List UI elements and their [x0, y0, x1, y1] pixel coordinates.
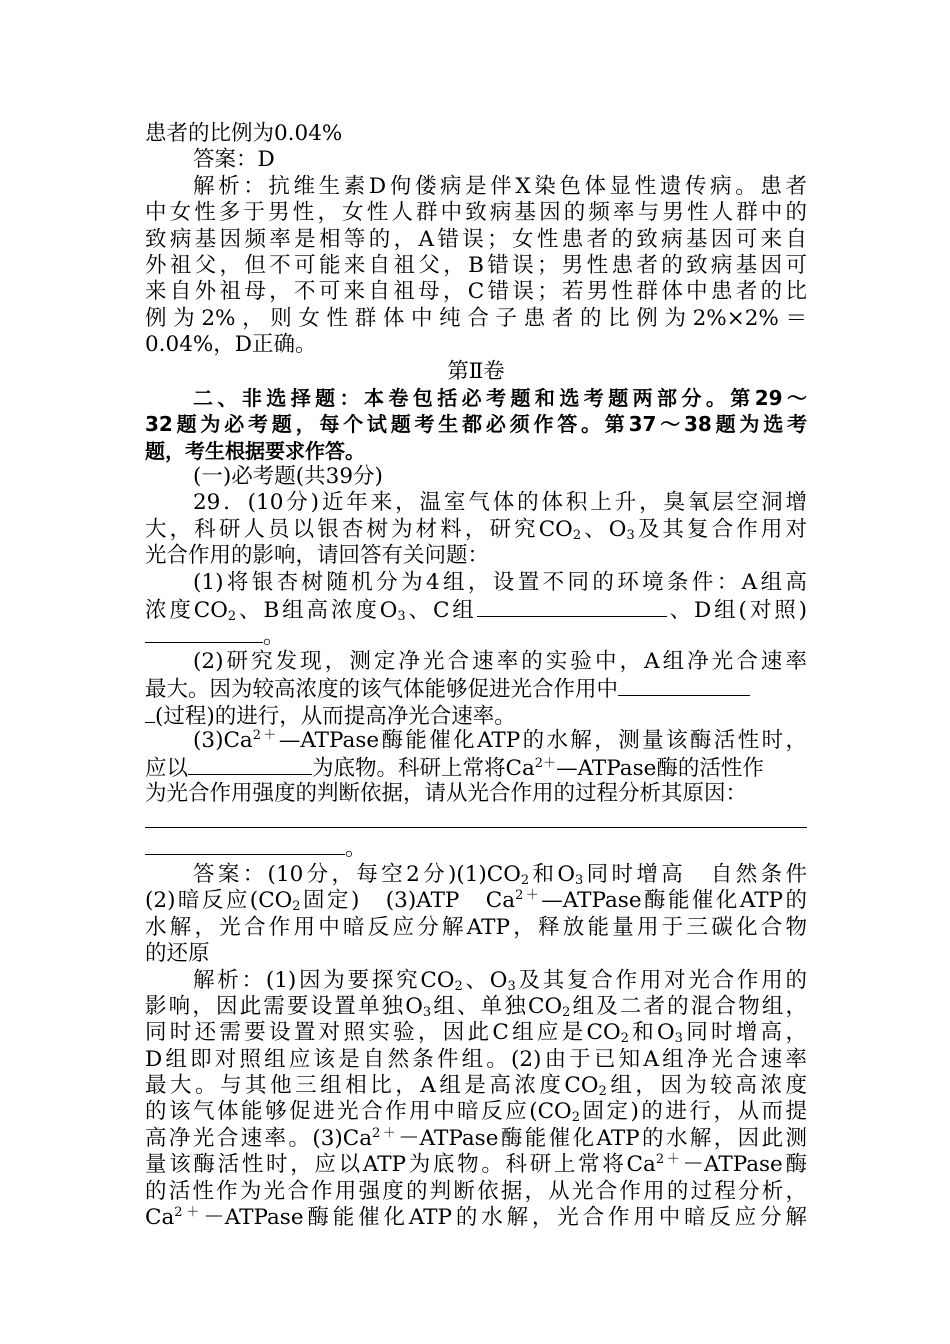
- prev-analysis-line: 0.04%，D正确。: [145, 332, 317, 358]
- q29-part2-line: (过程)的进行，从而提高净光合速率。: [145, 702, 807, 728]
- prev-analysis-line: 例为2%，则女性群体中纯合子患者的比例为2%×2%＝: [145, 305, 807, 331]
- q29-analysis-line: 最大。与其他三组相比，A组是高浓度$CO_2$组，因为较高浓度: [145, 1073, 807, 1100]
- answer-blank-c-group[interactable]: [477, 596, 667, 617]
- q29-analysis-line: 影响，因此需要设置单独$O_3$组、单独$CO_2$组及二者的混合物组，: [145, 993, 807, 1020]
- q29-part3-line: 。: [145, 834, 807, 860]
- q29-part3-line: 为光合作用强度的判断依据，请从光合作用的过程分析其原因：: [145, 780, 748, 806]
- q29-part3-line: $(3)Ca^{2+}—ATPase$酶能催化ATP的水解，测量该酶活性时，: [193, 727, 807, 753]
- q29-analysis-line: 解析：(1)因为要探究$CO_2$、$O_3$及其复合作用对光合作用的: [193, 967, 807, 994]
- section-intro-line: 二、非选择题：本卷包括必考题和选考题两部分。第29～: [193, 385, 807, 410]
- q29-stem-line: 光合作用的影响，请回答有关问题：: [145, 543, 490, 569]
- q29-stem-line: 大，科研人员以银杏树为材料，研究$CO_2$、$O_3$及其复合作用对: [145, 516, 807, 543]
- q29-part2-line: (2)研究发现，测定净光合速率的实验中，A组净光合速率: [193, 648, 807, 674]
- q29-part2-line: 最大。因为较高浓度的该气体能够促进光合作用中: [145, 675, 807, 701]
- prev-analysis-line: 解析：抗维生素D佝偻病是伴X染色体显性遗传病。患者: [193, 173, 807, 199]
- q29-analysis-line: 高净光合速率。$(3)Ca^{2+}-ATPase$酶能催化ATP的水解，因此测: [145, 1125, 807, 1151]
- q29-part1-line: (1)将银杏树随机分为4组，设置不同的环境条件：A组高: [193, 569, 807, 595]
- q29-part3-line: 应以 为底物。科研上常将$Ca^{2+}—ATPase$酶的活性作: [145, 756, 764, 782]
- q29-answer-line: (2)暗反应($CO_2$固定) (3)ATP $Ca^{2+}—ATPase$酶能催化ATP的: [145, 888, 807, 915]
- answer-blank-reason[interactable]: [145, 807, 807, 828]
- q29-analysis-line: $Ca^{2+}-ATPase$酶能催化ATP的水解，光合作用中暗反应分解: [145, 1205, 807, 1231]
- q29-analysis-line: 的该气体能够促进光合作用中暗反应($CO_2$固定)的进行，从而提: [145, 1099, 807, 1126]
- prev-analysis-line: 外祖父，但不可能来自祖父，B错误；男性患者的致病基因可: [145, 252, 807, 278]
- q29-analysis-line: 的活性作为光合作用强度的判断依据，从光合作用的过程分析，: [145, 1178, 807, 1204]
- document-page: [145, 121, 807, 1231]
- answer-blank-process[interactable]: [618, 675, 750, 696]
- answer-blank-reason-cont[interactable]: [145, 834, 345, 855]
- section-intro-line: 题，考生根据要求作答。: [145, 438, 365, 463]
- prev-analysis-line: 中女性多于男性，女性人群中致病基因的频率与男性人群中的: [145, 200, 807, 226]
- q29-part3-line: [145, 807, 807, 833]
- q29-answer-line: 的还原: [145, 941, 210, 967]
- prev-analysis-line: 来自外祖母，不可来自祖母，C错误；若男性群体中患者的比: [145, 279, 807, 305]
- q29-analysis-line: 量该酶活性时，应以ATP为底物。科研上常将$Ca^{2+}-ATPase$酶: [145, 1152, 807, 1178]
- q29-answer-line: 水解，光合作用中暗反应分解ATP，释放能量用于三碳化合物: [145, 914, 807, 940]
- prev-question-tail: 患者的比例为0.04%: [145, 121, 343, 146]
- answer-blank-d-group[interactable]: [145, 622, 263, 643]
- section-subhead: (一)必考题(共39分): [193, 464, 383, 490]
- prev-answer: 答案：D: [193, 147, 275, 173]
- prev-analysis-line: 致病基因频率是相等的，A错误；女性患者的致病基因可来自: [145, 226, 807, 252]
- q29-answer-line: 答案：(10分，每空2分)$(1)CO_2$和$O_3$同时增高 自然条件: [193, 861, 807, 888]
- q29-stem-line: 29．(10分)近年来，温室气体的体积上升，臭氧层空洞增: [193, 490, 807, 516]
- q29-analysis-line: D组即对照组应该是自然条件组。(2)由于已知A组净光合速率: [145, 1046, 807, 1072]
- q29-part1-line: 。: [145, 622, 807, 648]
- q29-part1-line: 浓度$CO_2$、B组高浓度$O_3$、C组 、D组(对照): [145, 598, 808, 625]
- answer-blank-process-cont[interactable]: [145, 702, 155, 723]
- answer-blank-substrate[interactable]: [188, 754, 312, 775]
- section-title: 第Ⅱ卷: [447, 358, 505, 384]
- section-intro-line: 32题为必考题，每个试题考生都必须作答。第37～38题为选考: [145, 412, 807, 437]
- q29-analysis-line: 同时还需要设置对照实验，因此C组应是$CO_2$和$O_3$同时增高，: [145, 1020, 807, 1047]
